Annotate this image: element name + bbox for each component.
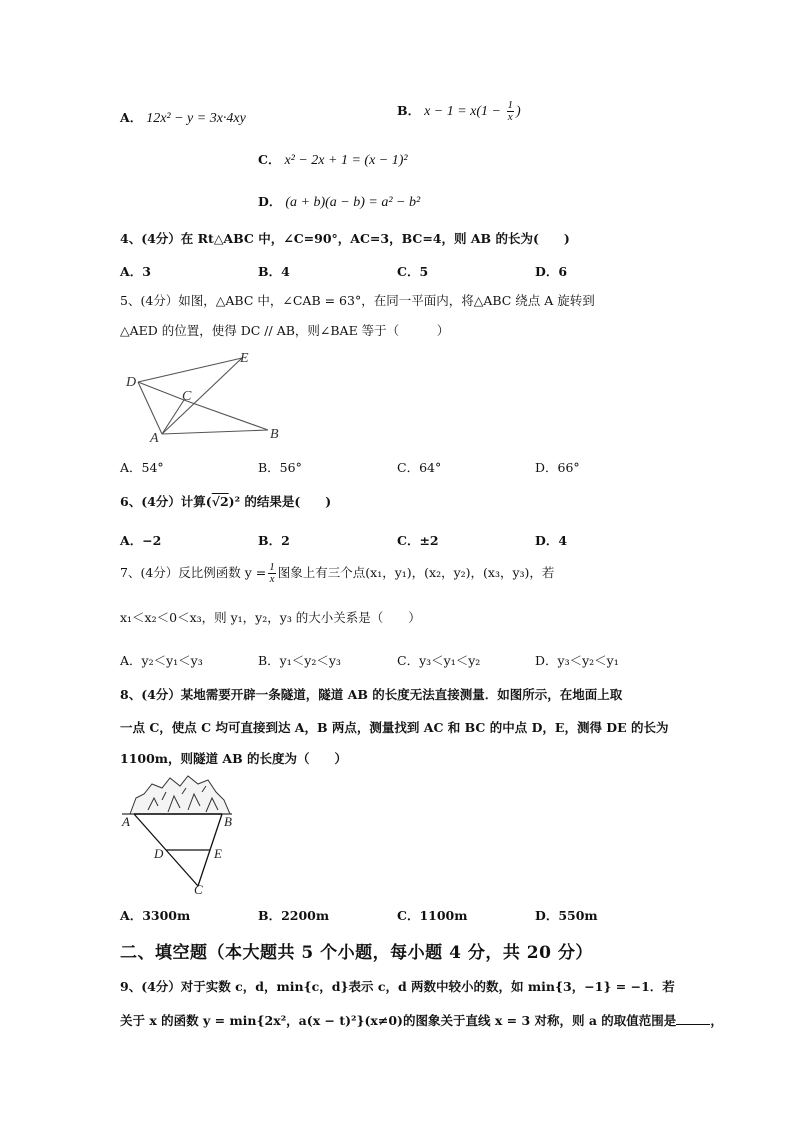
fraction-numerator: 1 (269, 561, 275, 573)
answer-blank[interactable] (676, 1012, 710, 1025)
q3-option-a[interactable] (120, 108, 246, 127)
q7-stem-suffix: 图象上有三个点(x₁，y₁)，(x₂，y₂)，(x₃，y₃)，若 (277, 565, 555, 580)
q4-option-a[interactable]: A．3 (120, 264, 151, 279)
q5-option-c[interactable]: C．64° (397, 460, 442, 475)
label-a: A (150, 431, 159, 446)
option-expression: x² − 2x + 1 = (x − 1)² (284, 153, 408, 168)
option-letter: B． (397, 103, 421, 118)
fraction (268, 562, 276, 585)
segment-de (138, 358, 242, 382)
q5-triangle-figure (120, 348, 290, 448)
q9-stem-line2 (120, 1011, 723, 1029)
q9-stem-prefix: 关于 x 的函数 y = min{2x²，a(x − t)²}(x≠0)的图象关于直线 x = 3 对称，则 a 的取值范围是 (120, 1013, 677, 1028)
q4-option-c[interactable]: C．5 (397, 264, 429, 279)
segment-cb (184, 400, 268, 430)
q8-option-a[interactable]: A．3300m (120, 908, 191, 923)
fraction-denominator: x (269, 573, 275, 585)
q7-stem-prefix: 7、(4分）反比例函数 y = (120, 565, 267, 580)
label-c: C (194, 882, 203, 895)
option-letter: D． (258, 194, 282, 209)
q6-stem-prefix: 6、(4分）计算( (120, 494, 212, 509)
q6-option-b[interactable]: B．2 (258, 533, 290, 548)
q5-option-a[interactable]: A．54° (120, 460, 164, 475)
q8-stem-line2: 一点 C，使点 C 均可直接到达 A，B 两点，测量找到 AC 和 BC 的中点 D，E，测得 DE 的长为 (120, 720, 669, 735)
label-d: D (126, 375, 137, 390)
option-expression: 12x² − y = 3x·4xy (146, 111, 246, 126)
segment-ab (162, 430, 268, 434)
q5-stem-line2: △AED 的位置，使得 DC // AB，则∠BAE 等于（ ） (120, 323, 450, 338)
q7-option-b[interactable]: B．y₁＜y₂＜y₃ (258, 653, 341, 668)
q5-option-d[interactable]: D．66° (535, 460, 580, 475)
q6-stem (120, 492, 331, 510)
q5-stem-line1: 5、(4分）如图，△ABC 中，∠CAB = 63°，在同一平面内，将△ABC 绕点 A 旋转到 (120, 293, 595, 308)
q7-option-d[interactable]: D．y₃＜y₂＜y₁ (535, 653, 619, 668)
option-letter: A． (120, 110, 143, 125)
q8-stem-line3: 1100m，则隧道 AB 的长度为（ ） (120, 751, 347, 766)
q4-stem: 4、(4分）在 Rt△ABC 中，∠C=90°，AC=3，BC=4，则 AB 的长为( ) (120, 231, 570, 246)
q8-option-b[interactable]: B．2200m (258, 908, 330, 923)
q6-option-c[interactable]: C．±2 (397, 533, 439, 548)
segment-ac (162, 400, 184, 434)
q8-option-d[interactable]: D．550m (535, 908, 598, 923)
q6-option-d[interactable]: D．4 (535, 533, 568, 548)
label-b: B (270, 427, 279, 442)
q4-option-b[interactable]: B．4 (258, 264, 290, 279)
label-d: D (154, 846, 164, 861)
q9-stem-suffix: ， (710, 1013, 723, 1028)
q3-option-c[interactable] (258, 150, 408, 169)
option-letter: C． (258, 152, 281, 167)
q6-option-a[interactable]: A．−2 (120, 533, 162, 548)
fraction-numerator: 1 (507, 99, 513, 111)
q7-stem-line2: x₁＜x₂＜0＜x₃，则 y₁，y₂，y₃ 的大小关系是（ ） (120, 610, 421, 625)
label-e: E (214, 846, 222, 861)
fraction (507, 100, 515, 123)
q5-option-b[interactable]: B．56° (258, 460, 302, 475)
q6-stem-suffix: )² 的结果是( ) (228, 494, 332, 509)
mountain-icon (130, 776, 230, 814)
fraction-denominator: x (507, 111, 513, 123)
label-b: B (224, 814, 232, 829)
option-expression: (a + b)(a − b) = a² − b² (285, 195, 421, 210)
q8-stem-line1: 8、(4分）某地需要开辟一条隧道，隧道 AB 的长度无法直接测量．如图所示，在地面上取 (120, 687, 623, 702)
q3-option-b[interactable] (397, 100, 521, 123)
q7-stem-line1 (120, 562, 554, 585)
q7-option-a[interactable]: A．y₂＜y₁＜y₃ (120, 653, 203, 668)
q9-stem-line1: 9、(4分）对于实数 c，d，min{c，d}表示 c，d 两数中较小的数，如 min{3，−1} = −1．若 (120, 979, 675, 994)
option-expression-right: ) (516, 104, 521, 119)
q7-option-c[interactable]: C．y₃＜y₁＜y₂ (397, 653, 481, 668)
q3-option-d[interactable] (258, 192, 420, 211)
q8-tunnel-figure (118, 770, 238, 895)
label-c: C (182, 389, 192, 404)
q8-option-c[interactable]: C．1100m (397, 908, 468, 923)
label-e: E (240, 351, 249, 366)
q4-option-d[interactable]: D．6 (535, 264, 568, 279)
sqrt-two: √2 (211, 494, 229, 509)
section-heading: 二、填空题（本大题共 5 个小题，每小题 4 分，共 20 分） (120, 943, 593, 963)
option-expression-left: x − 1 = x(1 − (424, 104, 505, 119)
label-a: A (122, 814, 130, 829)
